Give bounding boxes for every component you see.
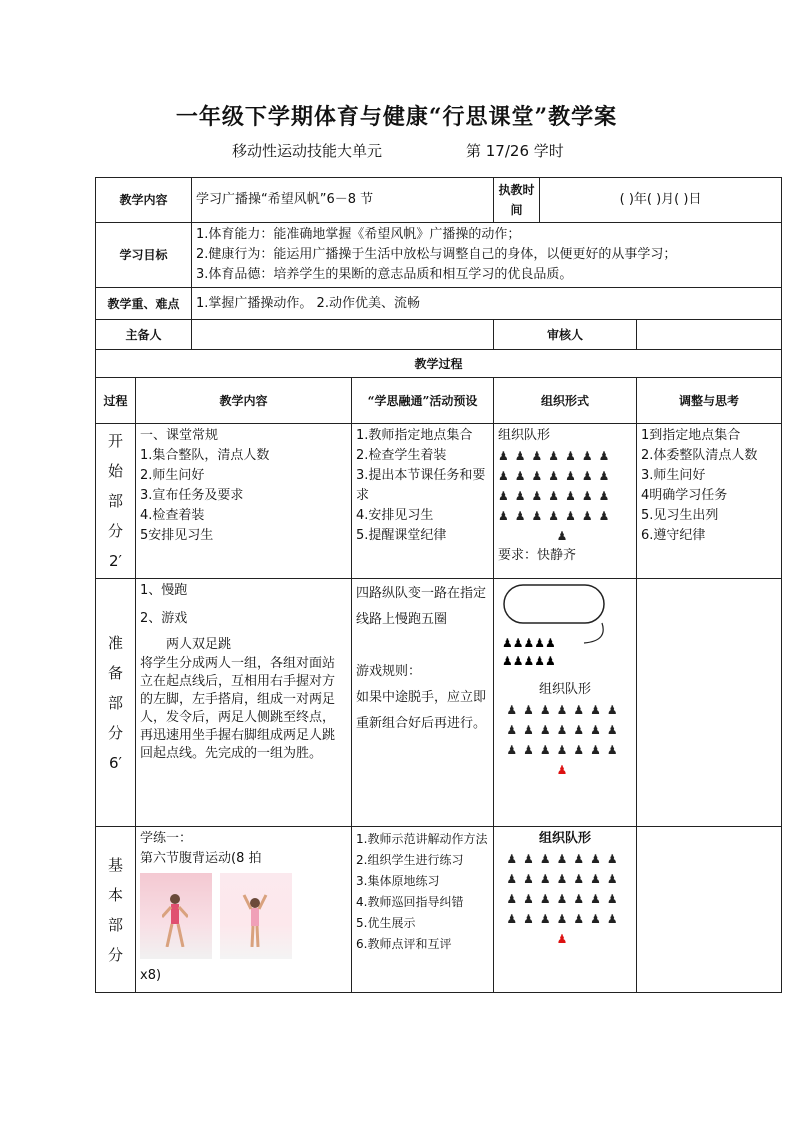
formation-diagram: ♟♟♟♟♟♟♟ ♟♟♟♟♟♟♟ ♟♟♟♟♟♟♟ ♟♟♟♟♟♟♟ ♟ bbox=[498, 449, 616, 543]
formation-diagram: ♟♟♟♟♟♟♟ ♟♟♟♟♟♟♟ ♟♟♟♟♟♟♟ ♟ bbox=[498, 700, 632, 780]
stage-warmup-name: 准备部分6′ bbox=[96, 579, 136, 827]
stage-warmup-content: 1、慢跑 2、游戏 两人双足跳 将学生分成两人一组，各组对面站立在起点线后，互相用右手握对方的左脚，左手搭肩，组成一对两足人，发令后，两足人侧跳至终点，再迅速用坐手握右脚组成两足人跳回起点线。先完成的一组为胜。 bbox=[136, 579, 352, 827]
stage-start-organization: 组织队形 ♟♟♟♟♟♟♟ ♟♟♟♟♟♟♟ ♟♟♟♟♟♟♟ ♟♟♟♟♟♟♟ ♟ 要求：快静齐 bbox=[494, 424, 637, 579]
stage-basic-activity: 1.教师示范讲解动作方法 2.组织学生进行练习 3.集体原地练习 4.教师巡回指导纠错 5.优生展示 6.教师点评和互评 bbox=[352, 827, 494, 993]
goal-item: 1.体育能力：能准确地掌握《希望风帆》广播操的动作； bbox=[196, 227, 521, 242]
document-title: 一年级下学期体育与健康“行思课堂”教学案 bbox=[175, 104, 618, 130]
col-content: 教学内容 bbox=[136, 378, 352, 424]
stage-start-activity: 1.教师指定地点集合 2.检查学生着装 3.提出本节课任务和要求 4.安排见习生 5.提醒课堂纪律 bbox=[352, 424, 494, 579]
prep-value bbox=[192, 320, 494, 350]
lesson-hours: 第 17/26 学时 bbox=[466, 142, 564, 160]
stage-warmup-activity: 四路纵队变一路在指定线路上慢跑五圈 游戏规则： 如果中途脱手，应立即重新组合好后再进行。 bbox=[352, 579, 494, 827]
stage-basic-organization: 组织队形 ♟♟♟♟♟♟♟ ♟♟♟♟♟♟♟ ♟♟♟♟♟♟♟ ♟♟♟♟♟♟♟ ♟ bbox=[494, 827, 637, 993]
runner-row: ♟♟♟♟♟ bbox=[502, 636, 556, 650]
stage-start-name: 开始部分2′ bbox=[96, 424, 136, 579]
stage-start-reflection: 1到指定地点集合 2.体委整队清点人数 3.师生问好 4明确学习任务 5.见习生出列 6.遵守纪律 bbox=[637, 424, 782, 579]
stage-warmup-reflection bbox=[637, 579, 782, 827]
col-organization: 组织形式 bbox=[494, 378, 637, 424]
exercise-photo bbox=[220, 873, 292, 959]
running-track-diagram bbox=[498, 581, 632, 673]
stage-warmup-organization: ♟♟♟♟♟ ♟♟♟♟♟ 组织队形 ♟♟♟♟♟♟♟ ♟♟♟♟♟♟♟ ♟♟♟♟♟♟♟ ♟ bbox=[494, 579, 637, 827]
col-reflection: 调整与思考 bbox=[637, 378, 782, 424]
goal-item: 2.健康行为：能运用广播操于生活中放松与调整自己的身体，以便更好的从事学习； bbox=[196, 247, 677, 262]
stage-start-content: 一、课堂常规 1.集合整队，清点人数 2.师生问好 3.宣布任务及要求 4.检查着装 5安排见习生 bbox=[136, 424, 352, 579]
teacher-marker: ♟ bbox=[556, 932, 574, 946]
goals-label: 学习目标 bbox=[96, 223, 192, 288]
process-title: 教学过程 bbox=[96, 350, 782, 378]
goals-list bbox=[192, 223, 782, 288]
prep-label: 主备人 bbox=[96, 320, 192, 350]
lesson-plan-table bbox=[95, 177, 782, 993]
col-activity: “学思融通”活动预设 bbox=[352, 378, 494, 424]
unit-name: 移动性运动技能大单元 bbox=[232, 142, 383, 160]
review-label: 审核人 bbox=[494, 320, 637, 350]
formation-diagram: ♟♟♟♟♟♟♟ ♟♟♟♟♟♟♟ ♟♟♟♟♟♟♟ ♟♟♟♟♟♟♟ ♟ bbox=[498, 849, 632, 949]
keypoints-value: 1.掌握广播操动作。 2.动作优美、流畅 bbox=[192, 288, 782, 320]
col-stage: 过程 bbox=[96, 378, 136, 424]
content-label: 教学内容 bbox=[96, 178, 192, 223]
runner-row: ♟♟♟♟♟ bbox=[502, 654, 556, 668]
keypoints-label: 教学重、难点 bbox=[96, 288, 192, 320]
stage-basic-reflection bbox=[637, 827, 782, 993]
teacher-marker: ♟ bbox=[556, 763, 574, 777]
goal-item: 3.体育品德：培养学生的果断的意志品质和相互学习的优良品质。 bbox=[196, 267, 573, 282]
content-value: 学习广播操“希望风帆”6－8 节 bbox=[192, 178, 494, 223]
stage-basic-name: 基本部分 bbox=[96, 827, 136, 993]
time-label: 执教时间 bbox=[494, 178, 540, 223]
stage-basic-content: 学练一： 第六节腹背运动(8 拍 x8) bbox=[136, 827, 352, 993]
exercise-photo bbox=[140, 873, 212, 959]
review-value bbox=[637, 320, 782, 350]
date-field: ( )年( )月( )日 bbox=[540, 178, 782, 223]
